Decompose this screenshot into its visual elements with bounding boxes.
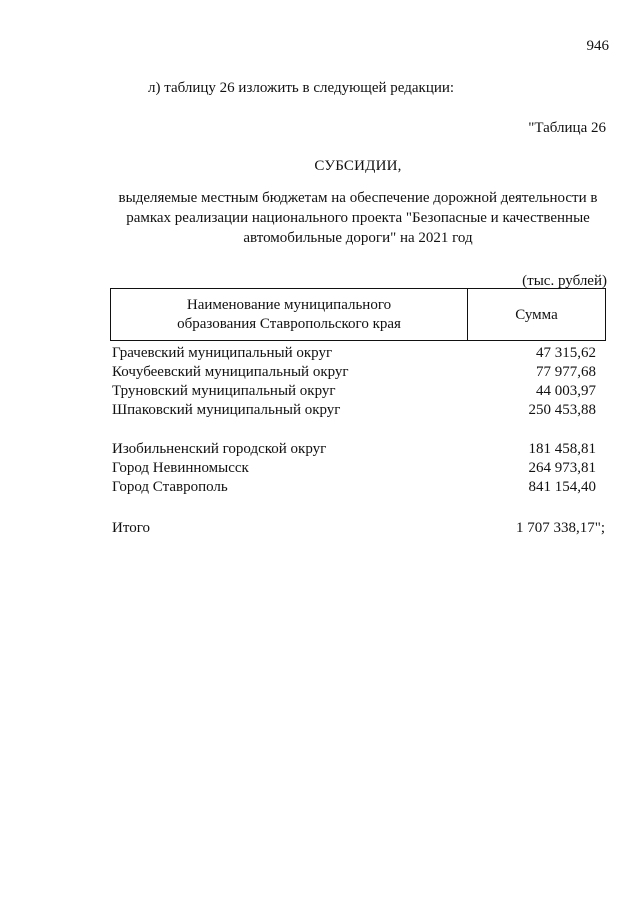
column-header-name-line: Наименование муниципального — [186, 296, 392, 313]
total-value: 1 707 338,17"; — [515, 520, 605, 536]
row-name: Город Ставрополь — [112, 479, 228, 495]
units-label: (тыс. рублей) — [522, 273, 607, 289]
row-name: Кочубеевский муниципальный округ — [112, 364, 349, 380]
row-value: 47 315,62 — [536, 345, 596, 361]
intro-line: л) таблицу 26 изложить в следующей редакции: — [148, 80, 455, 96]
subtitle-line: выделяемые местным бюджетам на обеспечение дорожной деятельности в — [118, 190, 598, 206]
column-header-name-line: образования Ставропольского края — [177, 315, 401, 332]
subtitle-line: автомобильные дороги" на 2021 год — [243, 230, 473, 246]
table-row — [110, 363, 606, 382]
table-body — [110, 344, 606, 497]
row-value: 841 154,40 — [528, 479, 596, 495]
table-row — [110, 459, 606, 478]
table-row — [110, 382, 606, 401]
table-row — [110, 401, 606, 420]
subtitle-line: рамках реализации национального проекта "Безопасные и качественные — [126, 210, 590, 226]
row-name: Шпаковский муниципальный округ — [112, 402, 341, 418]
row-value: 264 973,81 — [528, 460, 596, 476]
table-row — [110, 478, 606, 497]
document-title: СУБСИДИИ, — [314, 158, 402, 174]
table-reference: "Таблица 26 — [528, 120, 606, 136]
table-header — [110, 288, 606, 341]
document-subtitle — [110, 188, 606, 248]
table-row — [110, 344, 606, 363]
row-value: 44 003,97 — [536, 383, 596, 399]
row-value: 181 458,81 — [528, 441, 596, 457]
page-number: 946 — [586, 38, 609, 54]
total-label: Итого — [112, 520, 150, 536]
column-header-sum: Сумма — [515, 306, 558, 323]
row-name: Грачевский муниципальный округ — [112, 345, 333, 361]
row-name: Труновский муниципальный округ — [112, 383, 336, 399]
row-name: Изобильненский городской округ — [112, 441, 327, 457]
column-header-name — [111, 289, 468, 340]
row-value: 77 977,68 — [536, 364, 596, 380]
table-row — [110, 440, 606, 459]
row-name: Город Невинномысск — [112, 460, 249, 476]
total-row — [110, 519, 606, 537]
row-value: 250 453,88 — [528, 402, 596, 418]
group-gap — [110, 420, 606, 440]
